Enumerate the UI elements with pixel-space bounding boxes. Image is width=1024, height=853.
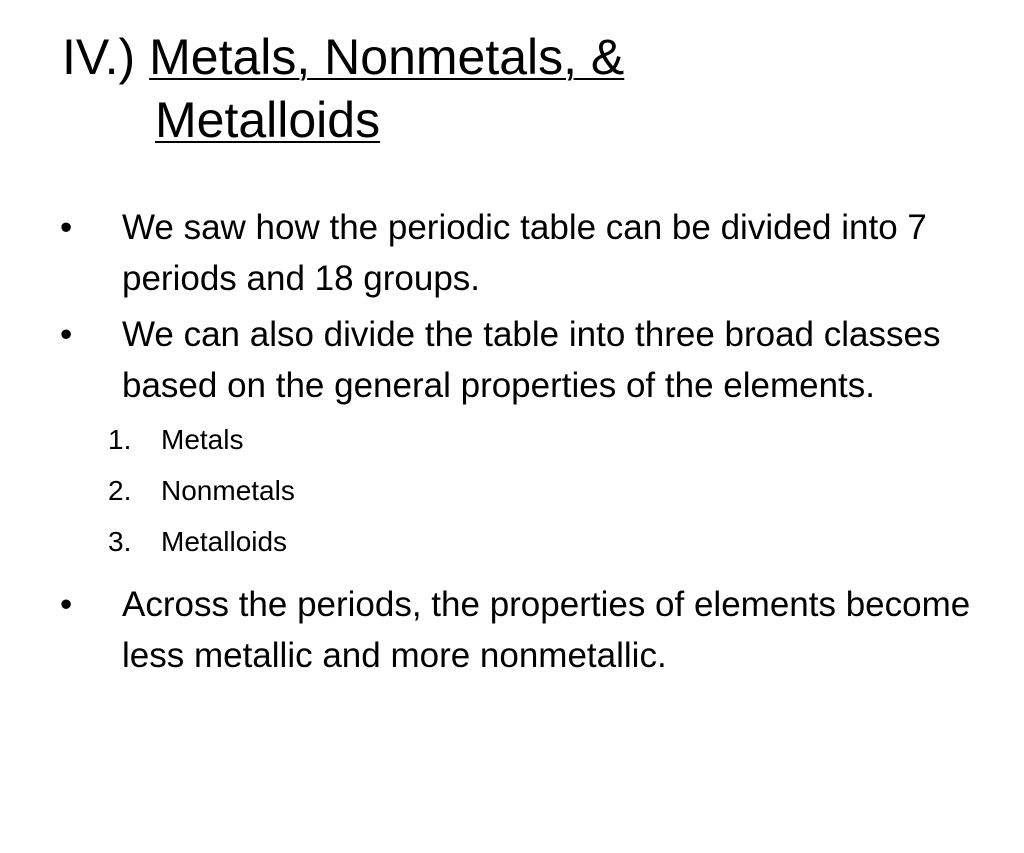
title-prefix: IV.): [62, 29, 136, 85]
sublist-label: Metals: [161, 424, 244, 455]
bullet-marker: •: [60, 208, 73, 247]
bullet-text: We can also divide the table into three broad classes based on the general properties of the elements.: [122, 315, 941, 405]
sublist-number: 1.: [108, 424, 132, 455]
sublist-label: Metalloids: [161, 526, 288, 557]
bullet-marker: •: [60, 585, 73, 624]
bullet-item: [0, 309, 1024, 411]
numbered-sublist: [0, 414, 1024, 567]
sublist-item: [0, 516, 1024, 567]
bullet-text: Across the periods, the properties of elements become less metallic and more nonmetallic.: [122, 585, 971, 675]
slide-title: [62, 26, 962, 152]
sublist-number: 3.: [108, 526, 132, 557]
bullet-item: [0, 202, 1024, 304]
bullet-marker: •: [60, 315, 73, 354]
sublist-item: [0, 465, 1024, 516]
sublist-number: 2.: [108, 475, 132, 506]
bullet-item: [0, 579, 1024, 681]
sublist-label: Nonmetals: [161, 475, 295, 506]
bullet-text: We saw how the periodic table can be divided into 7 periods and 18 groups.: [122, 208, 927, 298]
bullet-list: [0, 202, 1024, 686]
sublist-item: [0, 414, 1024, 465]
title-line-2: Metalloids: [155, 92, 381, 148]
numbered-sublist-container: [0, 414, 1024, 567]
title-line-1: Metals, Nonmetals, &: [149, 29, 625, 85]
